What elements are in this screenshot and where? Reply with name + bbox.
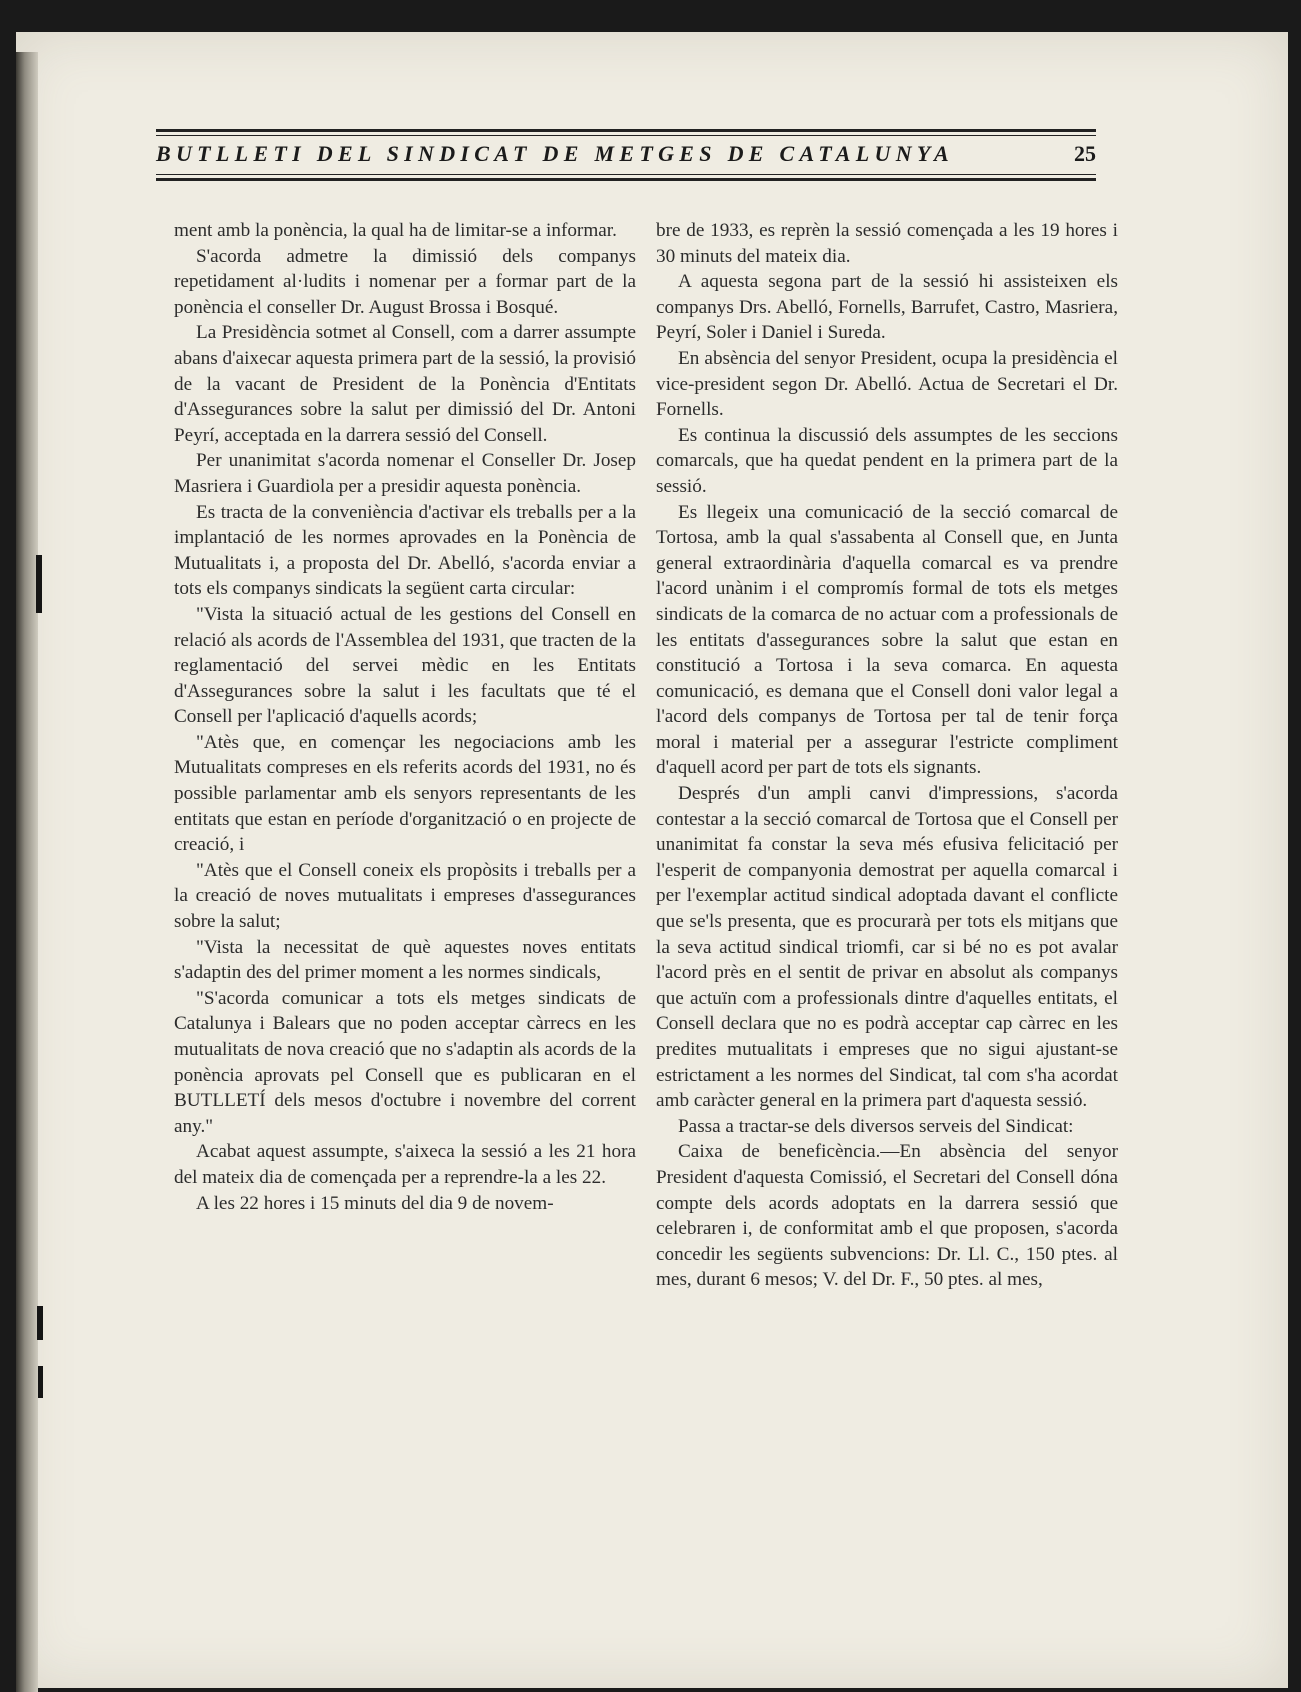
paragraph: Després d'un ampli canvi d'impressions, s'acorda contestar a la secció comarcal de Tortosa que el Consell per unanimitat fa constar la seva més efusiva felicitació per l'esperit de companyonia demostrat per aquella comarcal i per l'exemplar actitud sindical adoptada davant el conflicte que se'ls presenta, que es procurarà per tots els mitjans que la seva actitud sindical triomfi, car si bé no es pot avalar l'acord près en el sentit de privar en absolut als companys que actuïn com a professionals dintre d'aquelles entitats, el Consell declara que no es podrà acceptar cap càrrec en les predites mutualitats i empreses que no sigui ajustant-se estrictament a les normes del Sindicat, tal com s'ha acordat amb caràcter general en la primera part d'aquesta sessió. — [656, 783, 1118, 1112]
left-column — [174, 218, 636, 1216]
margin-mark — [36, 555, 42, 613]
paragraph: Es continua la discussió dels assumptes de les seccions comarcals, que ha quedat pendent en la primera part de la sessió. — [656, 424, 1118, 497]
paragraph: En absència del senyor President, ocupa la presidència el vice-president segon Dr. Abelló. Actua de Secretari el Dr. Fornells. — [656, 347, 1118, 421]
page-number: 25 — [1074, 141, 1096, 166]
paragraph: Caixa de beneficència.—En absència del senyor President d'aquesta Comissió, el Secretari del Consell dóna compte dels acords adoptats en la darrera sessió que celebraren i, de conformitat amb el que proposen, s'acorda concedir les següents subvencions: Dr. Ll. C., 150 ptes. al mes, durant 6 mesos; V. del Dr. F., 50 ptes. al mes, — [656, 1141, 1118, 1291]
paragraph: A aquesta segona part de la sessió hi assisteixen els companys Drs. Abelló, Fornells, Barrufet, Castro, Masriera, Peyrí, Soler i Daniel i Sureda. — [656, 271, 1118, 344]
running-title: BUTLLETI DEL SINDICAT DE METGES DE CATALUNYA — [156, 141, 954, 166]
paragraph: bre de 1933, es reprèn la sessió començada a les 19 hores i 30 minuts del mateix dia. — [656, 220, 1118, 267]
header-rule — [156, 129, 1096, 132]
margin-mark — [38, 1366, 43, 1398]
paragraph: ment amb la ponència, la qual ha de limitar-se a informar. — [174, 220, 617, 241]
paragraph: Es tracta de la conveniència d'activar els treballs per a la implantació de les normes aprovades en la Ponència de Mutualitats i, a proposta del Dr. Abelló, s'acorda enviar a tots els companys sindicats la següent carta circular: — [174, 501, 636, 600]
header-rule — [156, 178, 1096, 181]
paragraph: "Atès que, en començar les negociacions amb les Mutualitats compreses en els referits acords del 1931, no és possible parlamentar amb els senyors representants de les entitats que estan en període d'organització o en projecte de creació, i — [174, 731, 636, 856]
paragraph: Per unanimitat s'acorda nomenar el Conseller Dr. Josep Masriera i Guardiola per a presidir aquesta ponència. — [174, 450, 636, 497]
paragraph: Acabat aquest assumpte, s'aixeca la sessió a les 21 hora del mateix dia de començada per a reprendre-la a les 22. — [174, 1141, 636, 1188]
paragraph: La Presidència sotmet al Consell, com a darrer assumpte abans d'aixecar aquesta primera part de la sessió, la provisió de la vacant de President de la Ponència d'Entitats d'Assegurances sobre la salut per dimissió del Dr. Antoni Peyrí, acceptada en la darrera sessió del Consell. — [174, 322, 636, 446]
paragraph: "Vista la necessitat de què aquestes noves entitats s'adaptin des del primer moment a les normes sindicals, — [174, 936, 636, 984]
paragraph: Es llegeix una comunicació de la secció comarcal de Tortosa, amb la qual s'assabenta al Consell que, en Junta general extraordinària d'aquella comarcal es va prendre l'acord unànim i el compromís formal de tots els metges sindicats de la comarca de no actuar com a professionals de les entitats d'assegurances sobre la salut que estan en constitució a Tortosa i la seva comarca. En aquesta comunicació, es demana que el Consell doni valor legal a l'acord dels companys de Tortosa per tal de tenir força moral i material per a assegurar l'estricte compliment d'aquell acord per part de tots els signants. — [656, 501, 1118, 779]
paragraph: A les 22 hores i 15 minuts del dia 9 de novem- — [196, 1192, 554, 1214]
paragraph: Passa a tractar-se dels diversos serveis del Sindicat: — [678, 1115, 1074, 1137]
right-column — [656, 218, 1118, 1293]
running-header — [156, 117, 1096, 192]
margin-mark — [37, 1306, 43, 1340]
paragraph: S'acorda admetre la dimissió dels companys repetidament al·ludits i nomenar per a formar part de la ponència el conseller Dr. August Brossa i Bosqué. — [174, 245, 636, 318]
header-rule — [156, 135, 1096, 136]
header-rule — [156, 174, 1096, 175]
page-gutter-shadow — [16, 52, 38, 1692]
paragraph: "Vista la situació actual de les gestions del Consell en relació als acords de l'Assemblea del 1931, que tracten de la reglamentació del servei mèdic en les Entitats d'Assegurances sobre la salut i les facultats que té el Consell per l'aplicació d'aquells acords; — [174, 603, 636, 728]
paragraph: "Atès que el Consell coneix els propòsits i treballs per a la creació de noves mutualitats i empreses d'assegurances sobre la salut; — [174, 859, 636, 933]
paragraph: "S'acorda comunicar a tots els metges sindicats de Catalunya i Balears que no poden acceptar càrrecs en les mutualitats de nova creació que no s'adaptin als acords de la ponència aprovats pel Consell que es publicaran en el BUTLLETÍ dels mesos d'octubre i novembre del corrent any." — [174, 987, 636, 1137]
